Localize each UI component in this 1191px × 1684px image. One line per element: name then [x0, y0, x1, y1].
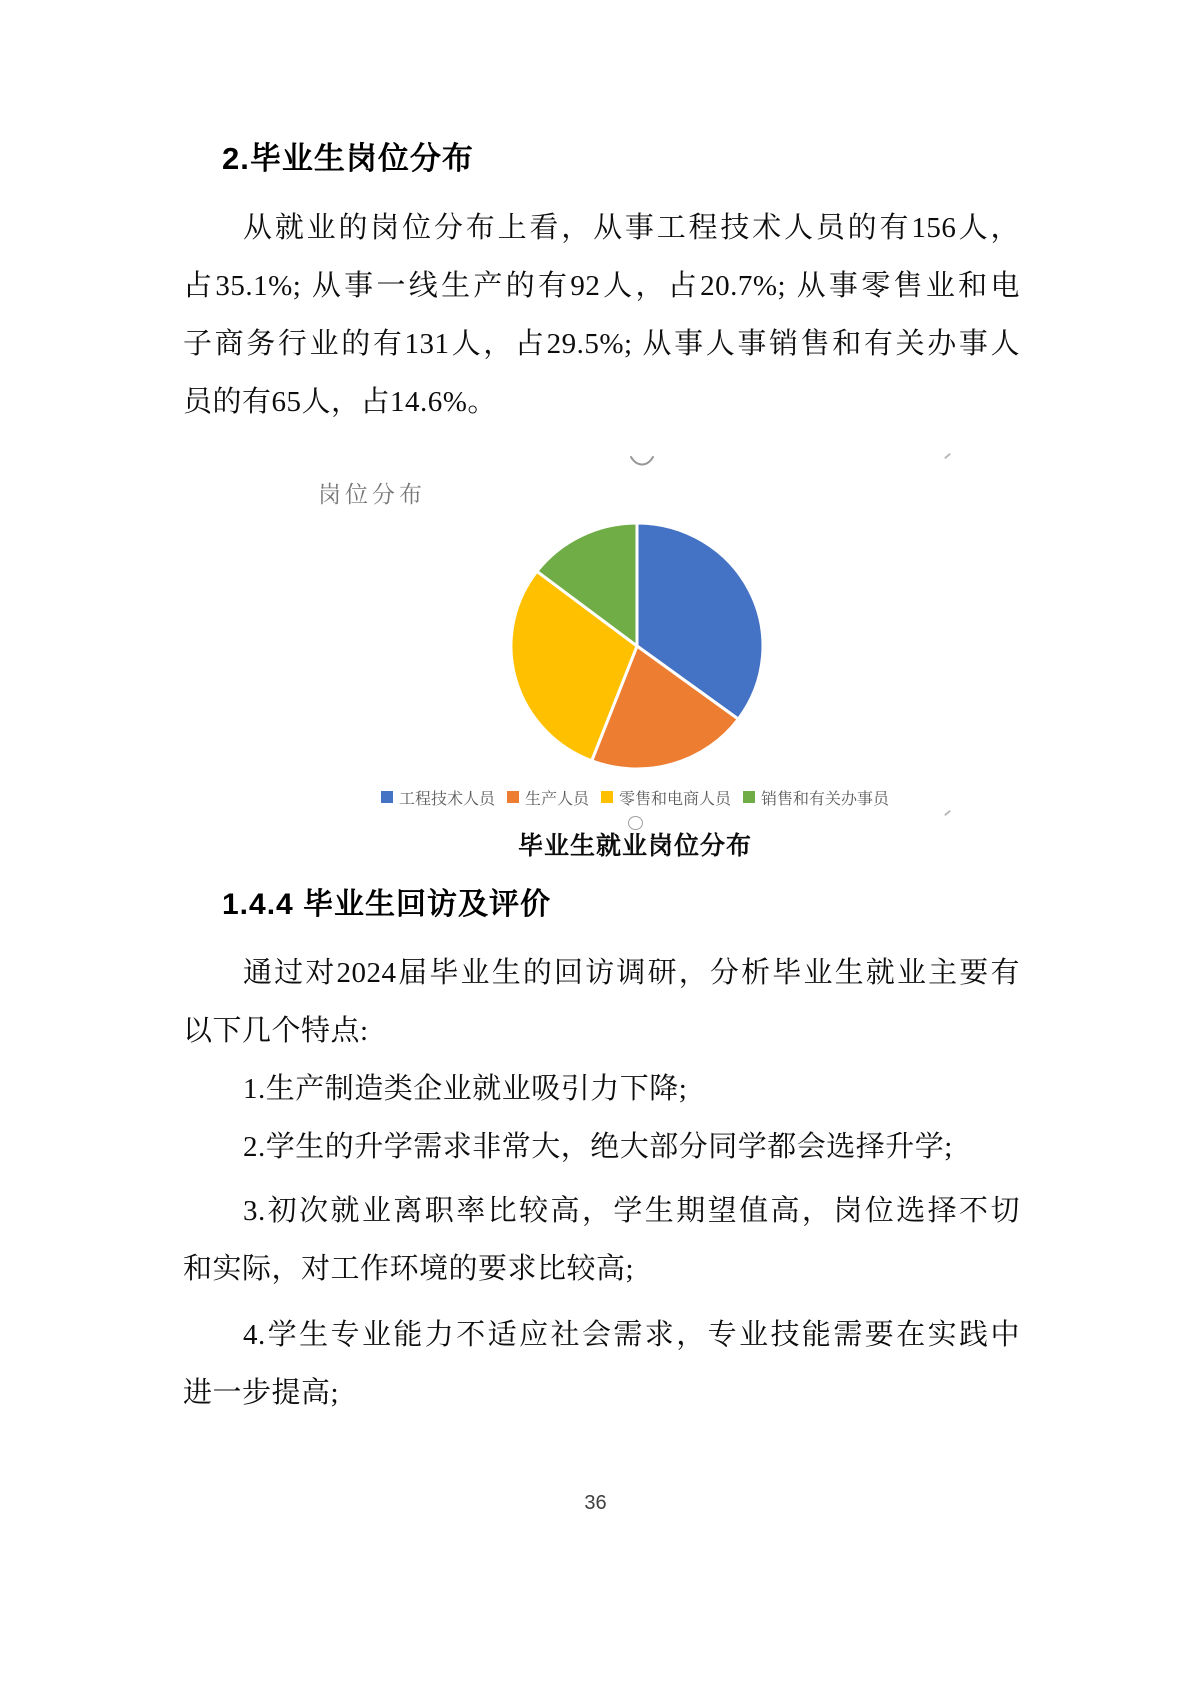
legend-label: 销售和有关办事员 — [761, 790, 890, 808]
legend-item — [601, 786, 731, 809]
pie-chart-figure — [310, 440, 960, 860]
paragraph-line: 子商务行业的有131人，占29.5%; 从事人事销售和有关办事人 — [183, 328, 1020, 360]
paragraph-line: 通过对2024届毕业生的回访调研，分析毕业生就业主要有 — [243, 957, 1020, 989]
list-item-continuation: 和实际，对工作环境的要求比较高; — [183, 1253, 635, 1285]
paragraph-line: 员的有65人，占14.6%。 — [183, 386, 497, 418]
section-heading-review: 1.4.4 毕业生回访及评价 — [222, 888, 552, 921]
chart-title: 岗位分布 — [318, 481, 426, 507]
list-item: 4.学生专业能力不适应社会需求，专业技能需要在实践中 — [243, 1319, 1020, 1351]
chart-legend — [310, 784, 960, 810]
chart-rotate-handle-icon — [629, 454, 655, 468]
legend-item — [743, 786, 889, 809]
figure-caption: 毕业生就业岗位分布 — [517, 833, 752, 860]
legend-label: 生产人员 — [524, 790, 589, 808]
list-item: 3.初次就业离职率比较高，学生期望值高，岗位选择不切 — [243, 1195, 1020, 1227]
legend-item — [507, 786, 589, 809]
list-item-continuation: 进一步提高; — [183, 1377, 340, 1409]
section-heading-job-distribution: 2.毕业生岗位分布 — [222, 141, 474, 176]
legend-swatch-icon — [743, 791, 755, 803]
paragraph-line: 占35.1%; 从事一线生产的有92人，占20.7%; 从事零售业和电 — [183, 270, 1020, 302]
paragraph-line: 以下几个特点: — [183, 1015, 369, 1047]
legend-item — [381, 786, 495, 809]
list-item: 2.学生的升学需求非常大，绝大部分同学都会选择升学; — [243, 1131, 953, 1163]
legend-swatch-icon — [507, 791, 519, 803]
list-item: 1.生产制造类企业就业吸引力下降; — [243, 1073, 688, 1105]
legend-swatch-icon — [381, 791, 393, 803]
paragraph-line: 从就业的岗位分布上看，从事工程技术人员的有156人， — [243, 212, 1020, 244]
legend-label: 工程技术人员 — [398, 790, 495, 808]
legend-swatch-icon — [601, 791, 613, 803]
page-number: 36 — [584, 1492, 607, 1514]
legend-label: 零售和电商人员 — [619, 790, 732, 808]
pie-chart — [508, 521, 766, 773]
